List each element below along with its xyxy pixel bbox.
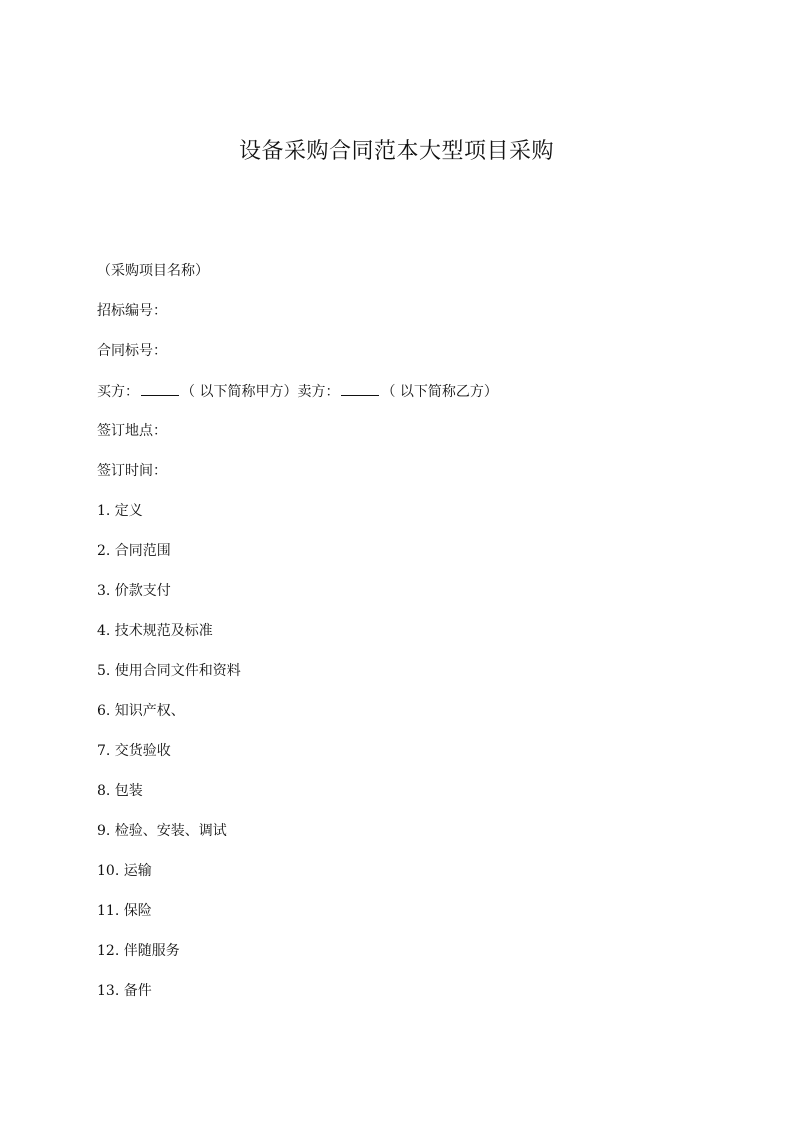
section-item: 4. 技术规范及标准 <box>97 623 213 639</box>
sign-time-label: 签订时间： <box>97 463 167 479</box>
seller-label: 卖方： <box>297 384 340 400</box>
tender-no-label: 招标编号： <box>97 303 167 319</box>
section-item: 6. 知识产权、 <box>97 703 185 719</box>
section-item: 5. 使用合同文件和资料 <box>97 663 241 679</box>
document-body <box>97 261 717 1021</box>
contract-no-label: 合同标号： <box>97 343 167 359</box>
buyer-label: 买方： <box>97 384 139 400</box>
buyer-alias: （ 以下简称甲方） <box>181 384 298 400</box>
section-item: 13. 备件 <box>97 983 152 999</box>
section-item: 11. 保险 <box>97 903 152 919</box>
project-name: （采购项目名称） <box>97 263 209 279</box>
section-item: 3. 价款支付 <box>97 583 171 599</box>
section-item: 10. 运输 <box>97 863 152 879</box>
sign-place-label: 签订地点： <box>97 423 167 439</box>
buyer-blank <box>141 381 179 396</box>
section-item: 9. 检验、安装、调试 <box>97 823 227 839</box>
seller-blank <box>341 381 379 396</box>
seller-alias: （ 以下简称乙方） <box>381 384 498 400</box>
parties-line <box>97 381 717 421</box>
document-title: 设备采购合同范本大型项目采购 <box>238 139 554 164</box>
section-item: 12. 伴随服务 <box>97 943 180 959</box>
section-item: 7. 交货验收 <box>97 743 171 759</box>
section-item: 2. 合同范围 <box>97 543 171 559</box>
section-item: 1. 定义 <box>97 503 143 519</box>
section-item: 8. 包装 <box>97 783 143 799</box>
